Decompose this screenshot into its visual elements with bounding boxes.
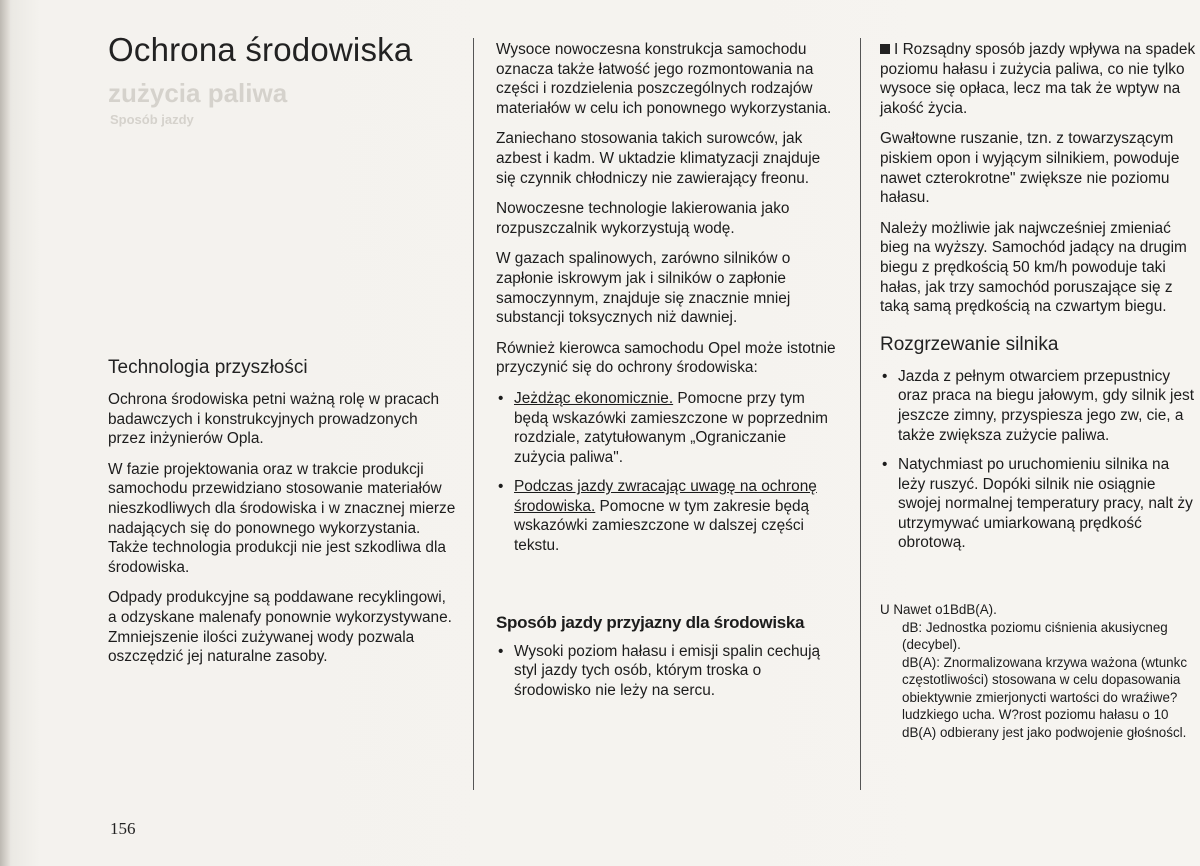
column-divider-left [473,38,474,790]
bullet-icon: • [882,367,888,385]
footnote: dB(A): Znormalizowana krzywa ważona (wtunkc częstotliwości) stosowana w celu dopasowania obiektywnie zmierjonycti wartości do wraźiwe? ludzkiego ucha. W?rost poziomu hałasu o 10 dB(A) odbierany jest jako podwojenie głośnoścl. [902,654,1188,740]
section-heading-warmup: Rozgrzewanie silnika [880,333,1059,355]
paragraph: Zaniechano stosowania takich surowców, jak azbest i kadm. W uktadzie klimatyzacji znajduje się czynnik chłodniczy nie zawierający freonu. [496,130,821,187]
list-item [496,642,841,701]
list-item [496,477,841,555]
footnotes [880,601,1198,741]
section-heading-driving: Sposób jazdy przyjazny dla środowiska [496,612,805,632]
bleed-through-subheading: Sposób jazdy [110,112,194,127]
list-item-text: Wysoki poziom hałasu i emisji spalin cechują styl jazdy tych osób, którym troska o środowisko nie leży na sercu. [514,642,821,699]
column-spacer [880,563,1198,601]
list-item [880,367,1198,445]
paragraph: W fazie projektowania oraz w trakcie produkcji samochodu przewidziano stosowanie materiałów nieszkodliwych dla środowiska i w znacznej mierze nadających się do ponownego wykorzystania. Także technologia produkcji nie jest szkodliwa dla środowiska. [108,460,456,576]
list-item-underlined: Jeżdżąc ekonomicznie. [514,389,674,407]
column-right [880,40,1198,741]
list-item-text: Pomocne w tym zakresie będą wskazówki zamieszczone w dalszej części tekstu. [514,497,810,555]
page-title: Ochrona środowiska [108,31,413,68]
tips-list [496,389,841,556]
column-divider-right [860,38,861,790]
page-gutter [0,0,10,866]
bullet-icon: • [882,456,888,474]
intro-marker: I [894,41,899,58]
list-item [496,389,841,467]
footnote: dB: Jednostka poziomu ciśnienia akusiycneg (decybel). [902,619,1168,653]
warmup-list [880,367,1198,553]
square-marker-icon [880,44,890,54]
paragraph: W gazach spalinowych, zarówno silników o zapłonie iskrowym jak i silników o zapłonie samoczynnym, znajduje się znacznie mniej substancji toksycznych niż dawniej. [496,250,791,327]
paragraph: Gwałtowne ruszanie, tzn. z towarzyszącym piskiem opon i wyjącym silnikiem, powoduje nawet czterokrotne" zwiększe nie poziomu hałasu. [880,130,1180,207]
list-item-underlined: Podczas jazdy zwracając uwagę na ochronę środowiska. [514,478,817,515]
footnote: U Nawet o1BdB(A). [880,602,997,618]
paragraph: Ochrona środowiska petni ważną rolę w pracach badawczych i konstrukcyjnych prowadzonych przez inżynierów Opla. [108,391,440,448]
page-number: 156 [110,819,136,838]
intro-text: Rozsądny sposób jazdy wpływa na spadek poziomu hałasu i zużycia paliwa, co nie tylko wysoce się opłaca, lecz ma tak że wptyw na jakość życia. [880,41,1196,117]
paragraph: Również kierowca samochodu Opel może istotnie przyczynić się do ochrony środowiska: [496,339,836,377]
column-spacer [496,566,841,612]
paragraph: Odpady produkcyjne są poddawane recyklingowi, a odzyskane malenafy ponownie wykorzystywane. Zmniejszenie ilości zużywanej wody pozwala oszczędzić jej naturalne zasoby. [108,589,452,666]
section-heading-technology: Technologia przyszłości [108,357,308,378]
bullet-icon: • [498,389,504,407]
bullet-icon: • [498,642,504,660]
bullet-icon: • [498,478,504,496]
bleed-through-heading: zużycia paliwa [108,78,288,108]
list-item-text: Natychmiast po uruchomieniu silnika na leży ruszyć. Dopóki silnik nie osiągnie swojej normalnej temperatury pracy, nalt ży utrzymywać umiarkowaną prędkość obrotową. [898,456,1193,552]
column-spacer [108,70,458,356]
list-item-text: Pomocne przy tym będą wskazówki zamieszczone w poprzednim rozdziale, zatytułowanym „Ograniczanie zużycia paliwa". [514,389,828,466]
column-middle [496,40,841,710]
paragraph: Wysoce nowoczesna konstrukcja samochodu oznacza także łatwość jego rozmontowania na części i rozdzielenia poszczególnych rodzajów materiałów w celu ich ponownego wykorzystania. [496,41,832,117]
list-item [880,455,1198,553]
intro-paragraph [880,40,1198,118]
list-item-text: Jazda z pełnym otwarciem przepustnicy oraz praca na biegu jałowym, gdy silnik jest jeszcze zimny, przyspiesza jego zw, cie, a także zwiększa zużycie paliwa. [898,367,1194,444]
paragraph: Należy możliwie jak najwcześniej zmieniać bieg na wyższy. Samochód jadący na drugim biegu z prędkością 50 km/h powoduje taki hałas, jak trzy samochód poruszające się z taką samą prędkością na czwartym biegu. [880,219,1187,316]
driving-list [496,642,841,701]
paragraph: Nowoczesne technologie lakierowania jako rozpuszczalnik wykorzystują wodę. [496,200,790,237]
column-left [108,30,458,678]
